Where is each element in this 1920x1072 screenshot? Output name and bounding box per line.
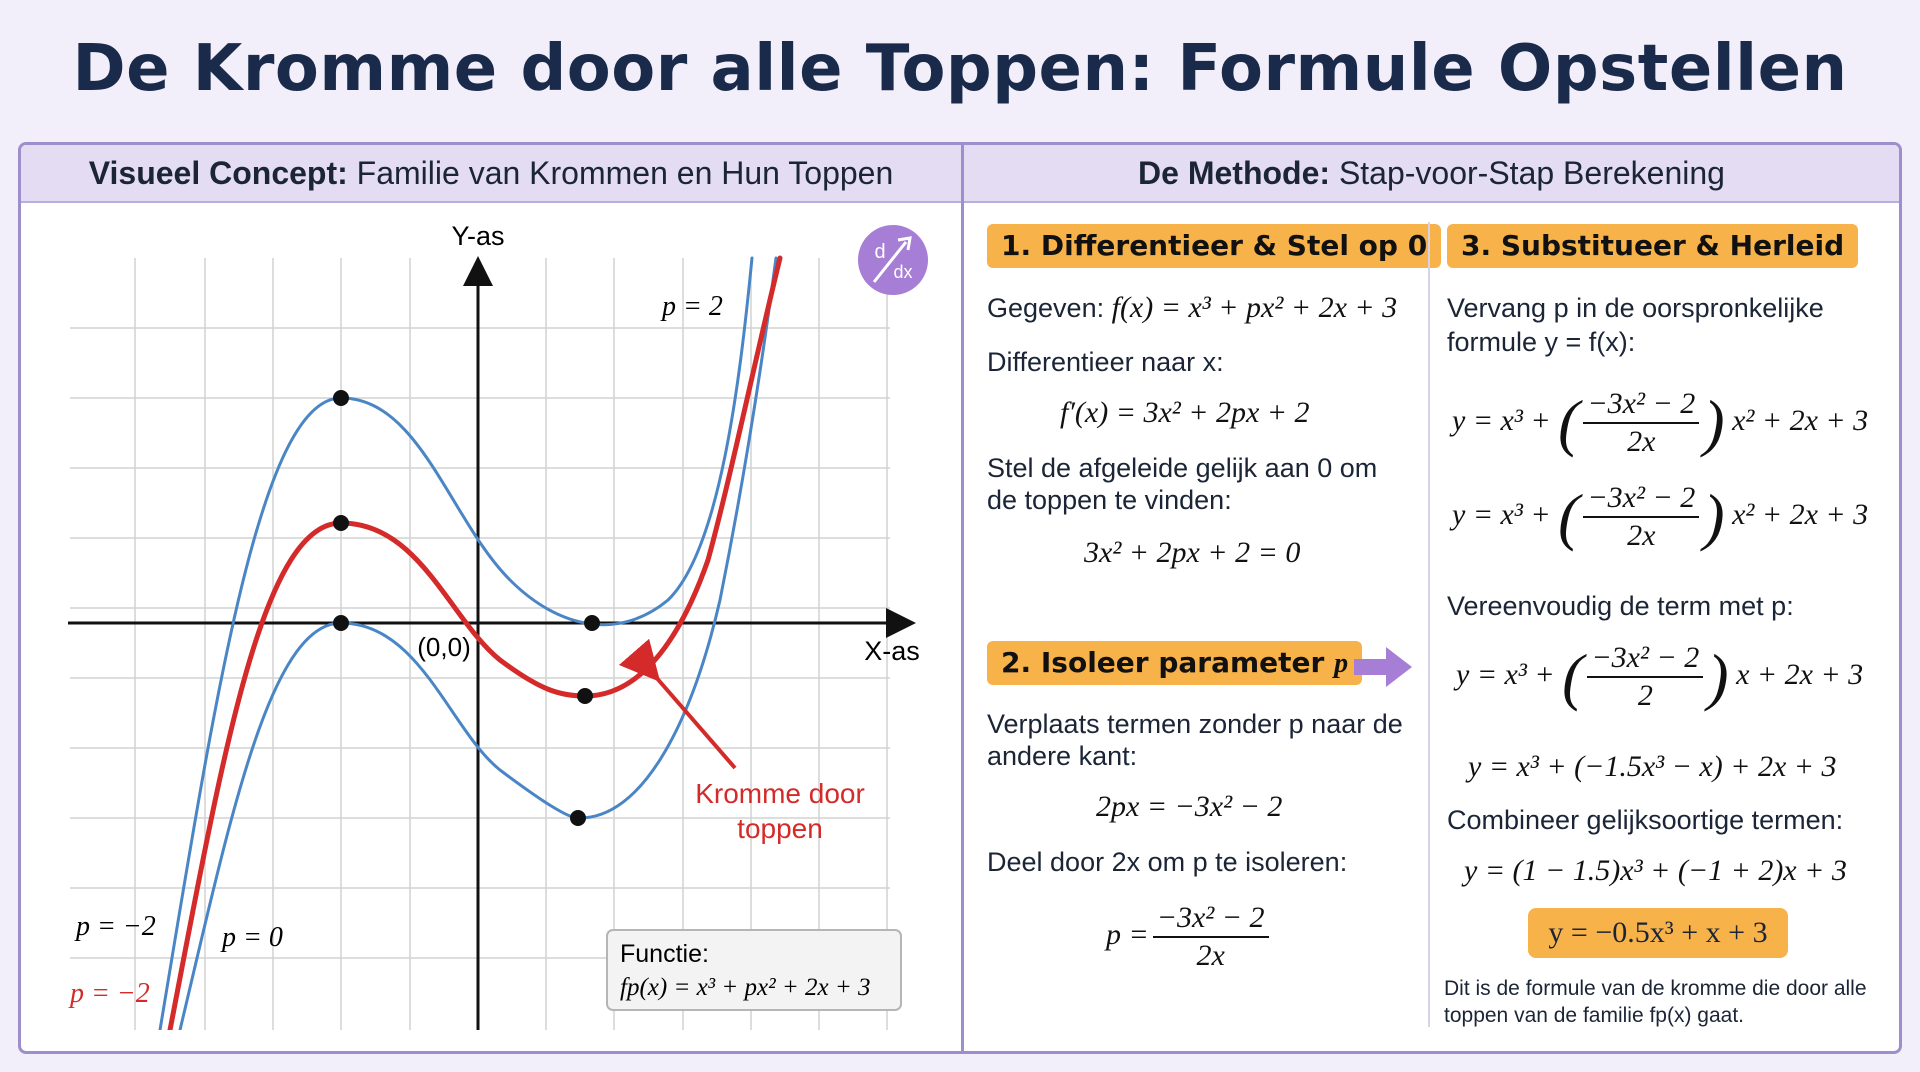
top-point — [333, 615, 349, 631]
open-paren: ( — [1558, 481, 1580, 552]
page-title: De Kromme door alle Toppen: Formule Opstellen — [72, 32, 1848, 106]
replace-text-2: formule y = f(x): — [1447, 327, 1636, 357]
p-lhs: p = — [1106, 917, 1149, 951]
origin-label: (0,0) — [417, 632, 471, 662]
given-label: Gegeven: — [987, 293, 1105, 323]
moved-equation: 2px = −3x² − 2 — [1096, 790, 1283, 823]
footnote: Dit is de formule van de kromme die door alle toppen van de familie fp(x) gaat. — [1444, 977, 1867, 1027]
p-fraction — [1153, 900, 1269, 974]
sub1-fraction — [1583, 386, 1699, 460]
step2-badge-var: p — [1334, 648, 1349, 679]
simp-denominator: 2 — [1637, 679, 1653, 712]
divide-text: Deel door 2x om p te isoleren: — [987, 847, 1348, 877]
annotation-line1: Kromme door — [695, 778, 865, 809]
step3-badge: 3. Substitueer & Herleid — [1447, 224, 1858, 268]
sub1-denominator: 2x — [1627, 425, 1656, 458]
result-formula: y = −0.5x³ + x + 3 — [1528, 908, 1788, 958]
combine-text: Combineer gelijksoortige termen: — [1447, 805, 1844, 835]
move-text: Verplaats termen zonder p naar de andere kant: — [987, 709, 1403, 771]
p-numerator: −3x² − 2 — [1153, 900, 1269, 938]
top-point — [333, 515, 349, 531]
label-pm2-red: p = −2 — [70, 978, 150, 1009]
sub1-lhs: y = x³ + — [1452, 403, 1551, 437]
left-header-rest: Familie van Krommen en Hun Toppen — [347, 155, 894, 191]
set-zero-text: Stel de afgeleide gelijk aan 0 om de toppen te vinden: — [987, 453, 1378, 515]
step2-badge-text: 2. Isoleer parameter — [1001, 646, 1325, 679]
top-point — [577, 688, 593, 704]
derivative-icon-bottom: dx — [893, 262, 913, 282]
simp-rhs: x + 2x + 3 — [1736, 657, 1864, 691]
simp-fraction — [1587, 640, 1703, 714]
arrow-right-icon — [1354, 645, 1414, 689]
right-header-bold: De Methode: — [1138, 155, 1331, 191]
sub1-rhs: x² + 2x + 3 — [1732, 403, 1869, 437]
step2-badge — [987, 641, 1362, 685]
label-p0: p = 0 — [222, 922, 283, 953]
substituted-formula-1 — [1452, 386, 1868, 460]
replace-text-1: Vervang p in de oorspronkelijke — [1447, 293, 1824, 323]
simp-lhs: y = x³ + — [1456, 657, 1555, 691]
step1-badge: 1. Differentieer & Stel op 0 — [987, 224, 1441, 268]
derivative-icon — [858, 225, 928, 295]
derivative-formula: f′(x) = 3x² + 2px + 2 — [1060, 396, 1310, 429]
simplify-text: Vereenvoudig de term met p: — [1447, 591, 1794, 621]
sub2-lhs: y = x³ + — [1452, 497, 1551, 531]
given-line — [987, 292, 1397, 324]
equation-zero: 3x² + 2px + 2 = 0 — [1084, 536, 1301, 569]
label-p2: p = 2 — [662, 291, 723, 322]
diff-text: Differentieer naar x: — [987, 347, 1224, 377]
x-axis-label: X-as — [864, 636, 920, 666]
sub2-numerator: −3x² − 2 — [1583, 480, 1699, 518]
annotation-line2: toppen — [737, 813, 823, 844]
function-box — [607, 930, 901, 1010]
close-paren: ) — [1707, 641, 1729, 712]
function-box-formula: fp(x) = x³ + px² + 2x + 3 — [620, 974, 871, 1001]
top-point — [570, 810, 586, 826]
sub2-fraction — [1583, 480, 1699, 554]
column-separator — [1428, 222, 1430, 1027]
simp-numerator: −3x² − 2 — [1587, 640, 1703, 678]
function-box-title: Functie: — [620, 940, 709, 968]
p-formula — [1106, 900, 1273, 974]
top-point — [333, 390, 349, 406]
substituted-formula-2 — [1452, 480, 1868, 554]
combined-formula: y = (1 − 1.5)x³ + (−1 + 2)x + 3 — [1464, 854, 1847, 887]
top-point — [584, 615, 600, 631]
p-denominator: 2x — [1196, 939, 1225, 972]
given-formula: f(x) = x³ + px² + 2x + 3 — [1111, 291, 1398, 324]
sub1-numerator: −3x² − 2 — [1583, 386, 1699, 424]
expanded-formula: y = x³ + (−1.5x³ − x) + 2x + 3 — [1468, 750, 1837, 783]
left-header-bold: Visueel Concept: — [88, 155, 348, 191]
sub2-denominator: 2x — [1627, 519, 1656, 552]
close-paren: ) — [1703, 387, 1725, 458]
derivative-icon-top: d — [874, 241, 886, 263]
simplified-formula — [1456, 640, 1863, 714]
close-paren: ) — [1703, 481, 1725, 552]
curve-pm2 — [170, 258, 780, 1030]
label-pm2-blue: p = −2 — [76, 911, 156, 942]
sub2-rhs: x² + 2x + 3 — [1732, 497, 1869, 531]
right-header-rest: Stap-voor-Stap Berekening — [1330, 155, 1725, 191]
open-paren: ( — [1558, 387, 1580, 458]
open-paren: ( — [1562, 641, 1584, 712]
y-axis-label: Y-as — [451, 221, 505, 251]
